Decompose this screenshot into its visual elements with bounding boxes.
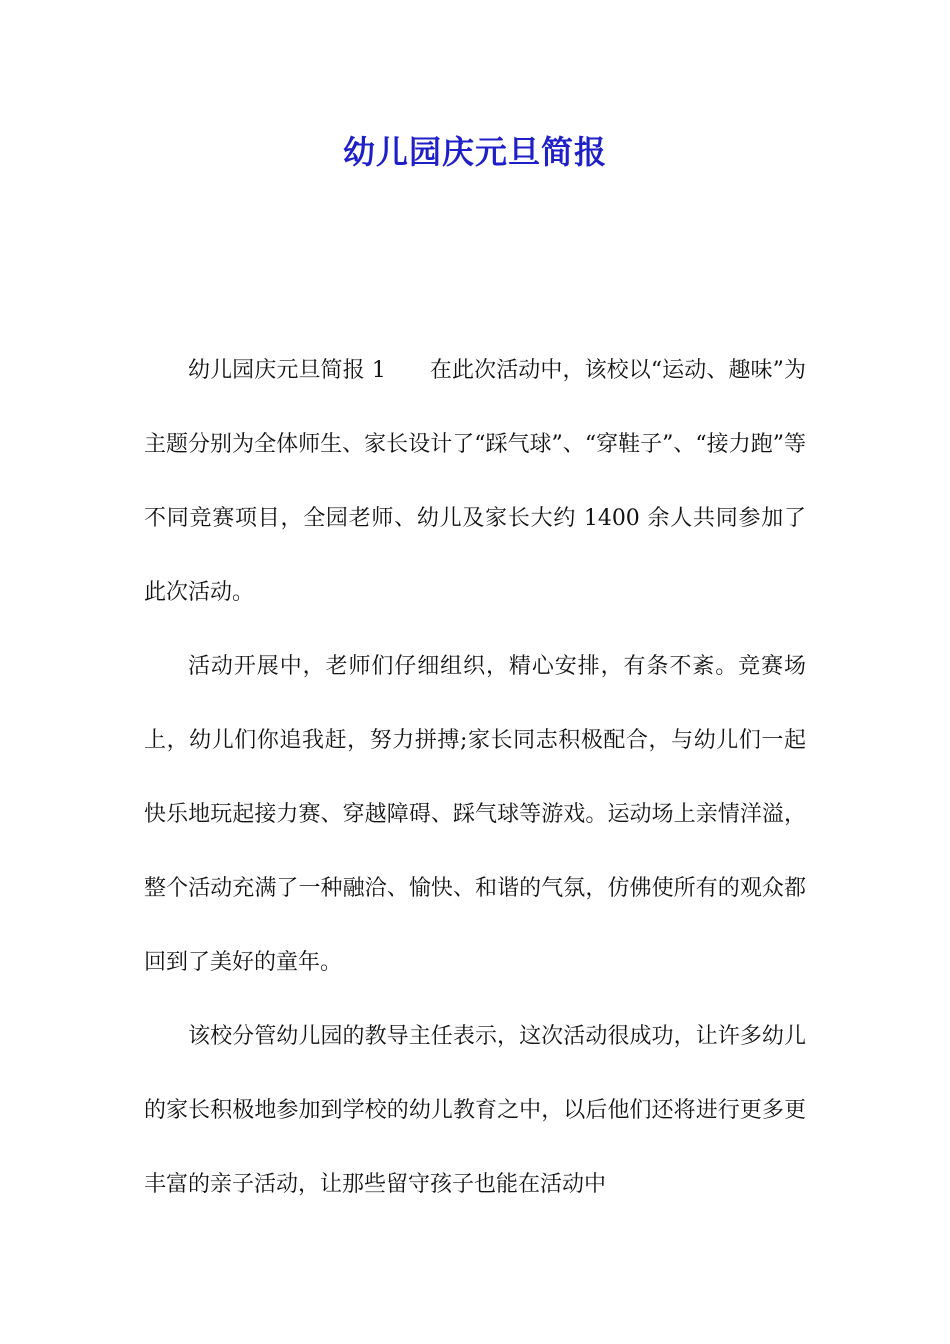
- paragraph-2: 活动开展中，老师们仔细组织，精心安排，有条不紊。竞赛场上，幼儿们你追我赶，努力拼搏;家长同志积极配合，与幼儿们一起快乐地玩起接力赛、穿越障碍、踩气球等游戏。运动场上亲情洋溢，整个活动充满了一种融洽、愉快、和谐的气氛，仿佛使所有的观众都回到了美好的童年。: [144, 654, 806, 975]
- document-body: [144, 334, 806, 1222]
- paragraph-1: [144, 334, 806, 630]
- document-title: 幼儿园庆元旦简报: [342, 133, 607, 171]
- paragraph-3: 该校分管幼儿园的教导主任表示，这次活动很成功，让许多幼儿的家长积极地参加到学校的幼儿教育之中，以后他们还将进行更多更丰富的亲子活动，让那些留守孩子也能在活动中: [144, 1024, 806, 1197]
- paragraph-1-text: 在此次活动中，该校以“运动、趣味”为主题分别为全体师生、家长设计了“踩气球”、“穿鞋子”、“接力跑”等不同竞赛项目，全园老师、幼儿及家长大约 1400 余人共同参加了此次活动。: [144, 358, 806, 605]
- paragraph-1-heading: 幼儿园庆元旦简报 1: [188, 358, 386, 383]
